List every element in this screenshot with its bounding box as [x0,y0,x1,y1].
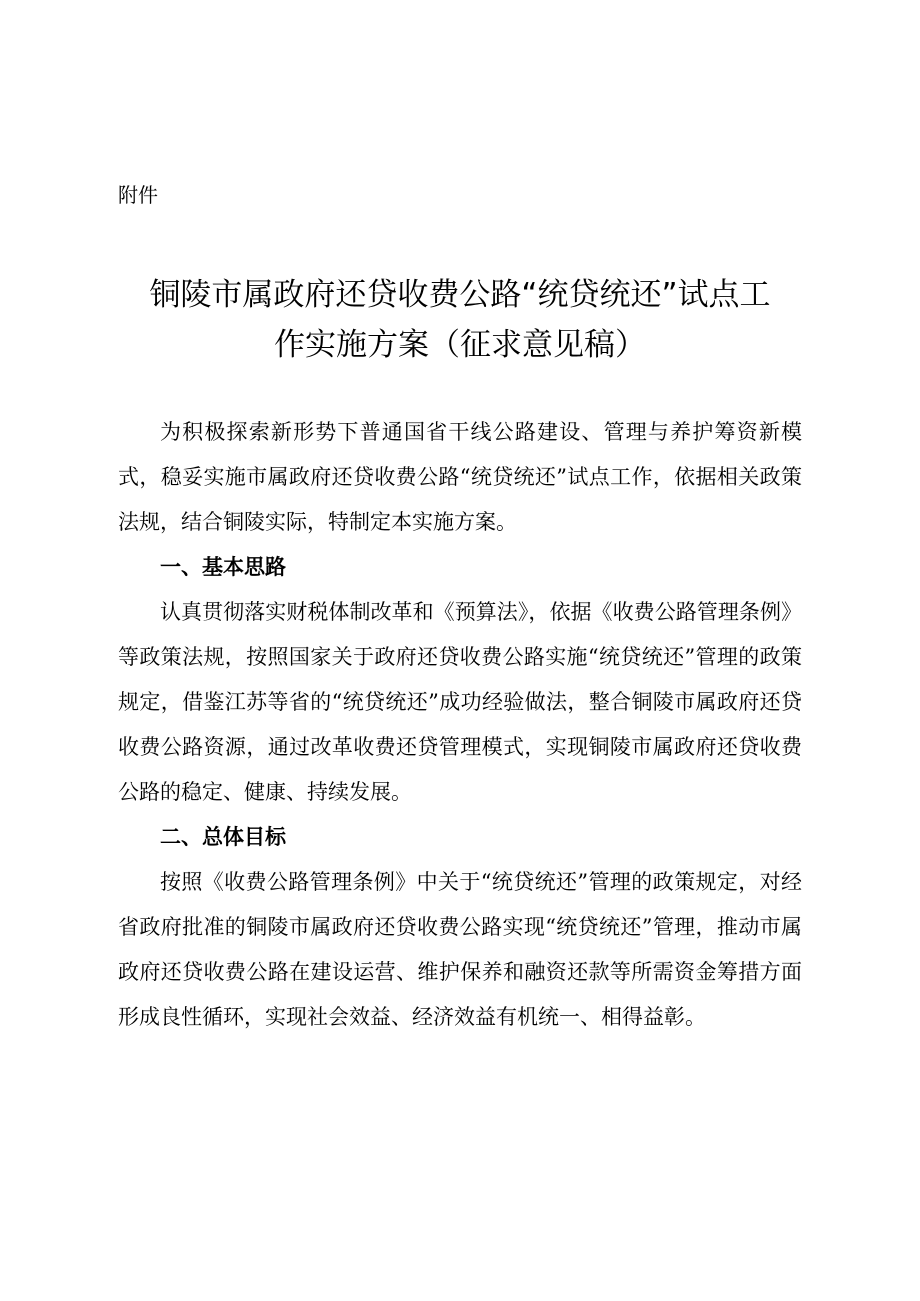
title-line-2: 作实施方案（征求意见稿） [274,327,646,363]
attachment-label: 附件 [118,183,158,207]
intro-paragraph: 为积极探索新形势下普通国省干线公路建设、管理与养护筹资新模式，稳妥实施市属政府还贷收费公路“统贷统还”试点工作，依据相关政策法规，结合铜陵实际，特制定本实施方案。 [118,420,802,534]
document-title [90,270,830,370]
section-paragraph-basic-approach: 认真贯彻落实财税体制改革和《预算法》，依据《收费公路管理条例》等政策法规，按照国家关于政府还贷收费公路实施“统贷统还”管理的政策规定，借鉴江苏等省的“统贷统还”成功经验做法，整合铜陵市属政府还贷收费公路资源，通过改革收费还贷管理模式，实现铜陵市属政府还贷收费公路的稳定、健康、持续发展。 [118,600,802,804]
section-heading-basic-approach: 一、基本思路 [160,555,286,579]
section-heading-overall-goal: 二、总体目标 [160,825,286,849]
title-line-1: 铜陵市属政府还贷收费公路“统贷统还”试点工 [149,277,771,313]
document-body [118,410,802,1040]
section-paragraph-overall-goal: 按照《收费公路管理条例》中关于“统贷统还”管理的政策规定，对经省政府批准的铜陵市属政府还贷收费公路实现“统贷统还”管理，推动市属政府还贷收费公路在建设运营、维护保养和融资还款等所需资金筹措方面形成良性循环，实现社会效益、经济效益有机统一、相得益彰。 [118,870,802,1029]
